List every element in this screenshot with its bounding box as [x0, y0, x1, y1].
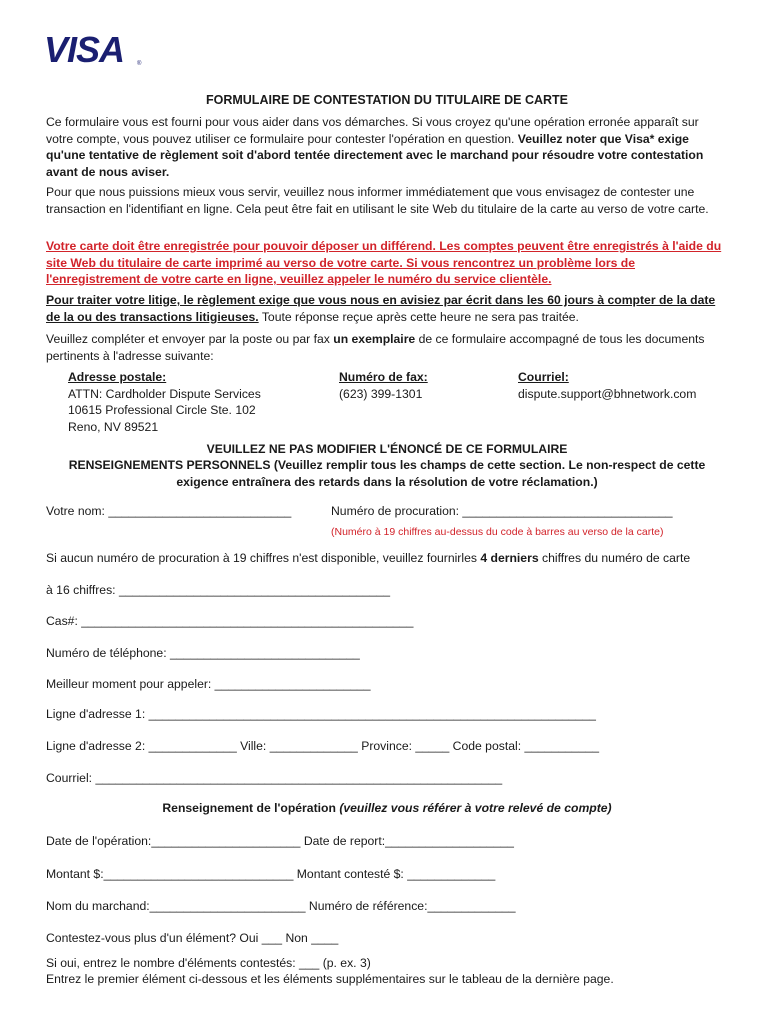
intro-paragraph-1: Ce formulaire vous est fourni pour vous aider dans vos démarches. Si vous croyez qu'une opération erronée apparaît sur votre compte, vous pouvez utiliser ce formulaire pour contester l'opération en question. Veuillez noter que Visa* exige qu'une tentative de règlement soit d'abord tentée directement avec le marchand pour résoudre votre contestation avant de nous aviser.: [46, 115, 704, 179]
enter-first-item-note: Entrez le premier élément ci-dessous et les éléments supplémentaires sur le tableau de la dernière page.: [46, 972, 614, 986]
multiple-items-question[interactable]: Contestez-vous plus d'un élément? Oui ___ Non ____: [46, 931, 339, 945]
do-not-modify-heading: VEUILLEZ NE PAS MODIFIER L'ÉNONCÉ DE CE FORMULAIRE: [206, 442, 568, 456]
proxy-number-field[interactable]: Numéro de procuration: _______________________________: [331, 504, 673, 518]
card-number-field[interactable]: à 16 chiffres: ________________________________________: [46, 583, 391, 597]
deadline-paragraph: Pour traiter votre litige, le règlement exige que vous nous en avisiez par écrit dans les 60 jours à compter de la date de la ou des transactions litigieuses. Toute réponse reçue après cette heure ne sera pas traitée.: [46, 293, 716, 324]
phone-field[interactable]: Numéro de téléphone: ____________________________: [46, 646, 360, 660]
transaction-date-row[interactable]: Date de l'opération:______________________ Date de report:___________________: [46, 834, 514, 848]
email-field[interactable]: Courriel: ____________________________________________________________: [46, 771, 503, 785]
merchant-row[interactable]: Nom du marchand:_______________________ Numéro de référence:_____________: [46, 899, 516, 913]
item-count-field[interactable]: Si oui, entrez le nombre d'éléments contestés: ___ (p. ex. 3): [46, 956, 371, 970]
name-field[interactable]: Votre nom: ___________________________: [46, 504, 292, 518]
address-line-2-row[interactable]: Ligne d'adresse 2: _____________ Ville: _____________ Province: _____ Code postal: ___________: [46, 739, 600, 753]
fax-block: [339, 369, 428, 402]
postal-line: ATTN: Cardholder Dispute Services: [68, 386, 261, 401]
email-heading: Courriel:: [518, 370, 569, 384]
address-line-1-field[interactable]: Ligne d'adresse 1: __________________________________________________________________: [46, 707, 596, 721]
form-title: FORMULAIRE DE CONTESTATION DU TITULAIRE DE CARTE: [205, 93, 569, 107]
amount-row[interactable]: Montant $:____________________________ Montant contesté $: _____________: [46, 867, 496, 881]
postal-line: 10615 Professional Circle Ste. 102: [68, 403, 256, 417]
no-proxy-instructions: Si aucun numéro de procuration à 19 chiffres n'est disponible, veuillez fournirles 4 derniers chiffres du numéro de carte: [46, 551, 691, 565]
fax-heading: Numéro de fax:: [339, 370, 428, 384]
email-address: dispute.support@bhnetwork.com: [518, 386, 697, 401]
postal-address-block: [68, 369, 261, 435]
postal-line: Reno, NV 89521: [68, 419, 159, 434]
svg-text:®: ®: [137, 61, 142, 67]
case-number-field[interactable]: Cas#: _________________________________________________: [46, 614, 414, 628]
proxy-number-note: (Numéro à 19 chiffres au-dessus du code à barres au verso de la carte): [331, 526, 664, 538]
svg-text:VISA: VISA: [44, 32, 125, 68]
registration-warning: Votre carte doit être enregistrée pour pouvoir déposer un différend. Les comptes peuvent être enregistrés à l'aide du site Web du titulaire de carte imprimé au verso de votre carte. Si vous rencontrez un problème lors de l'enregistrement de votre carte en ligne, veuillez appeler le numéro du service clientèle.: [46, 239, 722, 286]
transaction-heading: Renseignement de l'opération (veuillez vous référer à votre relevé de compte): [162, 801, 612, 815]
personal-info-heading: RENSEIGNEMENTS PERSONNELS (Veuillez remplir tous les champs de cette section. Le non-respect de cette exigence entraînera des retards dans la résolution de votre réclamation.): [68, 458, 706, 489]
postal-heading: Adresse postale:: [68, 370, 167, 384]
intro-paragraph-2: Pour que nous puissions mieux vous servir, veuillez nous informer immédiatement que vous envisagez de contester une transaction en l'identifiant en ligne. Cela peut être fait en utilisant le site Web du titulaire de la carte au verso de votre carte.: [46, 185, 709, 216]
send-instructions: Veuillez compléter et envoyer par la poste ou par fax un exemplaire de ce formulaire accompagné de tous les documents pertinents à l'adresse suivante:: [46, 332, 705, 363]
visa-logo: [44, 32, 144, 68]
email-block: [518, 369, 696, 402]
best-time-field[interactable]: Meilleur moment pour appeler: _______________________: [46, 677, 371, 691]
fax-number: (623) 399-1301: [339, 386, 423, 401]
